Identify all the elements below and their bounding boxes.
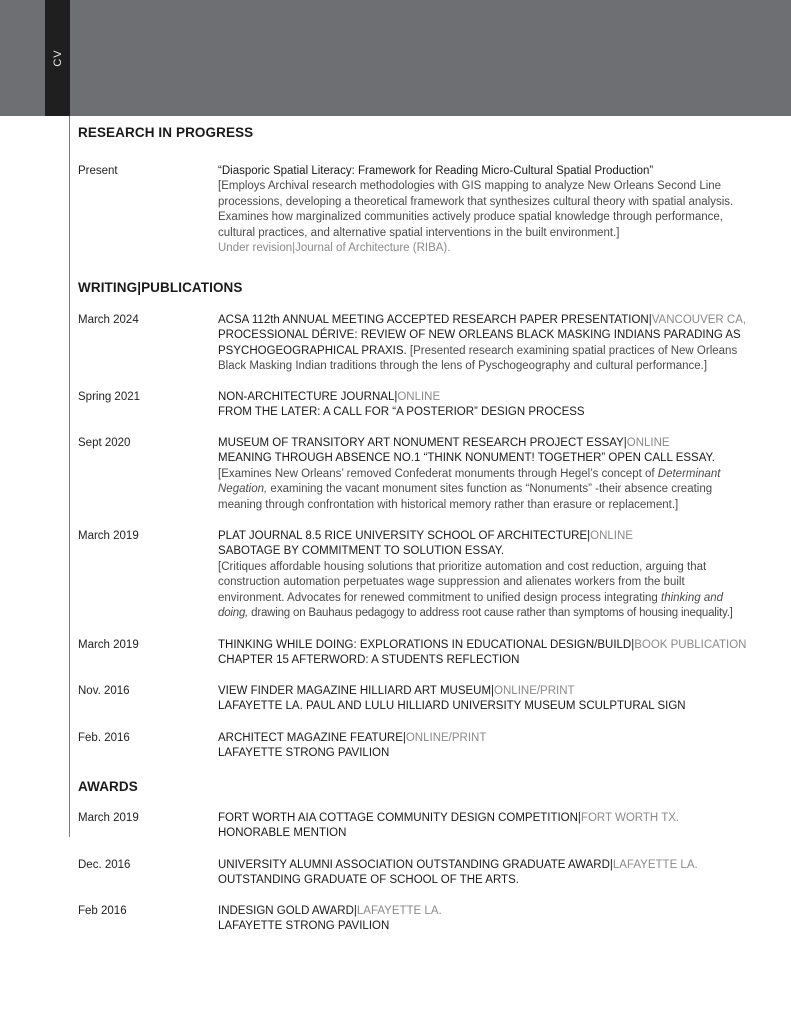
entry-date: Feb 2016: [78, 905, 127, 917]
award-entry: [218, 811, 758, 842]
award-entry: [218, 858, 758, 889]
entry-description-line: meaning through confrontation with historical memory rather than erasure or replacement.]: [218, 498, 679, 511]
entry-title-line: PLAT JOURNAL 8.5 RICE UNIVERSITY SCHOOL OF ARCHITECTURE|ONLINE: [218, 530, 633, 542]
publication-entry: [218, 390, 758, 421]
entry-title: “Diasporic Spatial Literacy: Framework for Reading Micro-Cultural Spatial Production”: [218, 165, 654, 177]
entry-date: Sept 2020: [78, 437, 131, 449]
entry-date: Feb. 2016: [78, 732, 130, 744]
entry-description-line: [Employs Archival research methodologies with GIS mapping to analyze New Orleans Second Line: [218, 180, 722, 193]
entry-title-line: OUTSTANDING GRADUATE OF SCHOOL OF THE ARTS.: [218, 874, 519, 887]
header-bar: [0, 0, 791, 116]
entry-title-line: MEANING THROUGH ABSENCE NO.1 “THINK NONUMENT! TOGETHER” OPEN CALL ESSAY.: [218, 452, 715, 465]
entry-description-line: cultural practices, and alternative spatial interventions in the built environment.]: [218, 226, 620, 239]
publication-entry: [218, 313, 758, 375]
entry-title-line: SABOTAGE BY COMMITMENT TO SOLUTION ESSAY.: [218, 545, 505, 558]
entry-location: LAFAYETTE LA.: [612, 859, 698, 871]
entry-medium: BOOK PUBLICATION: [634, 639, 747, 651]
section-heading-awards: AWARDS: [78, 779, 138, 794]
cv-side-tab: [45, 0, 70, 116]
entry-title-line: THINKING WHILE DOING: EXPLORATIONS IN EDUCATIONAL DESIGN/BUILD|BOOK PUBLICATION: [218, 639, 747, 651]
publication-entry: [218, 684, 758, 715]
entry-title-line: PROCESSIONAL DÉRIVE: REVIEW OF NEW ORLEANS BLACK MASKING INDIANS PARADING AS: [218, 329, 741, 342]
entry-title-line: VIEW FINDER MAGAZINE HILLIARD ART MUSEUM|ONLINE/PRINT: [218, 685, 575, 697]
entry-title-line: INDESIGN GOLD AWARD|LAFAYETTE LA.: [218, 905, 442, 917]
entry-title-line: FORT WORTH AIA COTTAGE COMMUNITY DESIGN COMPETITION|FORT WORTH TX.: [218, 812, 680, 824]
entry-date: Present: [78, 165, 118, 177]
entry-date: Spring 2021: [78, 391, 141, 403]
entry-description-line: Black Masking Indian traditions through the lens of Pyschogeography and cultural performance.]: [218, 360, 708, 373]
entry-description-line: doing, drawing on Bauhaus pedagogy to address root cause rather than symptoms of housing inequality.]: [218, 607, 733, 620]
entry-title-line: NON-ARCHITECTURE JOURNAL|ONLINE: [218, 391, 441, 403]
entry-medium: ONLINE: [590, 530, 633, 542]
entry-description-line: construction automation perpetuates wage suppression and alienates workers from the built: [218, 576, 685, 589]
entry-title-line: LAFAYETTE STRONG PAVILION: [218, 920, 390, 933]
entry-description-line: Examines how marginalized communities actively produce spatial knowledge through performance,: [218, 211, 723, 224]
entry-date: Dec. 2016: [78, 859, 131, 871]
entry-description-line: [Critiques affordable housing solutions that prioritize automation and cost reduction, arguing that: [218, 560, 707, 573]
entry-title-line: LAFAYETTE LA. PAUL AND LULU HILLIARD UNIVERSITY MUSEUM SCULPTURAL SIGN: [218, 700, 686, 713]
entry-medium: ONLINE: [397, 391, 441, 403]
entry-date: March 2019: [78, 530, 139, 542]
entry-description-line: Negation, examining the vacant monument sites function as “Nonuments” -their absence creating: [218, 483, 713, 496]
section-heading-research: RESEARCH IN PROGRESS: [78, 125, 254, 140]
publication-entry: [218, 436, 758, 513]
publication-entry: [218, 529, 763, 621]
entry-title-line: ACSA 112th ANNUAL MEETING ACCEPTED RESEARCH PAPER PRESENTATION|VANCOUVER CA,: [218, 314, 747, 326]
entry-description-line: processions, developing a theoretical framework that synthesizes cultural theory with spatial analysis.: [218, 195, 734, 208]
section-heading-writing: WRITING|PUBLICATIONS: [78, 280, 243, 295]
entry-date: March 2024: [78, 314, 139, 326]
entry-description-line: [Examines New Orleans’ removed Confederat monuments through Hegel’s concept of Determinant: [218, 467, 721, 480]
entry-title-line: ARCHITECT MAGAZINE FEATURE|ONLINE/PRINT: [218, 732, 487, 744]
entry-date: March 2019: [78, 812, 139, 824]
entry-title-line: HONORABLE MENTION: [218, 827, 347, 840]
entry-location: LAFAYETTE LA.: [356, 905, 442, 917]
publication-entry: [218, 638, 758, 669]
entry-title-line: FROM THE LATER: A CALL FOR “A POSTERIOR” DESIGN PROCESS: [218, 406, 585, 419]
entry-medium: ONLINE: [626, 437, 670, 449]
entry-title-line: PSYCHOGEOGRAPHICAL PRAXIS. [Presented research examining spatial practices of New Orleans: [218, 344, 738, 357]
entry-medium: ONLINE/PRINT: [405, 732, 487, 744]
award-entry: [218, 904, 758, 935]
entry-location: VANCOUVER CA,: [651, 314, 747, 326]
entry-date: March 2019: [78, 639, 139, 651]
entry-title-line: LAFAYETTE STRONG PAVILION: [218, 747, 390, 760]
entry-title-line: UNIVERSITY ALUMNI ASSOCIATION OUTSTANDING GRADUATE AWARD|LAFAYETTE LA.: [218, 859, 698, 871]
entry-date: Nov. 2016: [78, 685, 130, 697]
entry-medium: ONLINE/PRINT: [494, 685, 575, 697]
entry-location: FORT WORTH TX.: [580, 812, 680, 824]
entry-status: Under revision|Journal of Architecture (RIBA).: [218, 242, 451, 255]
research-entry: [218, 164, 758, 256]
entry-title-line: CHAPTER 15 AFTERWORD: A STUDENTS REFLECTION: [218, 654, 520, 667]
margin-divider: [69, 116, 70, 837]
cv-tab-label: CV: [51, 49, 64, 67]
entry-description-line: environment. Advocates for renewed commitment to unified design process integrating thinking and: [218, 591, 724, 604]
publication-entry: [218, 731, 758, 762]
entry-title-line: MUSEUM OF TRANSITORY ART NONUMENT RESEARCH PROJECT ESSAY|ONLINE: [218, 437, 670, 449]
